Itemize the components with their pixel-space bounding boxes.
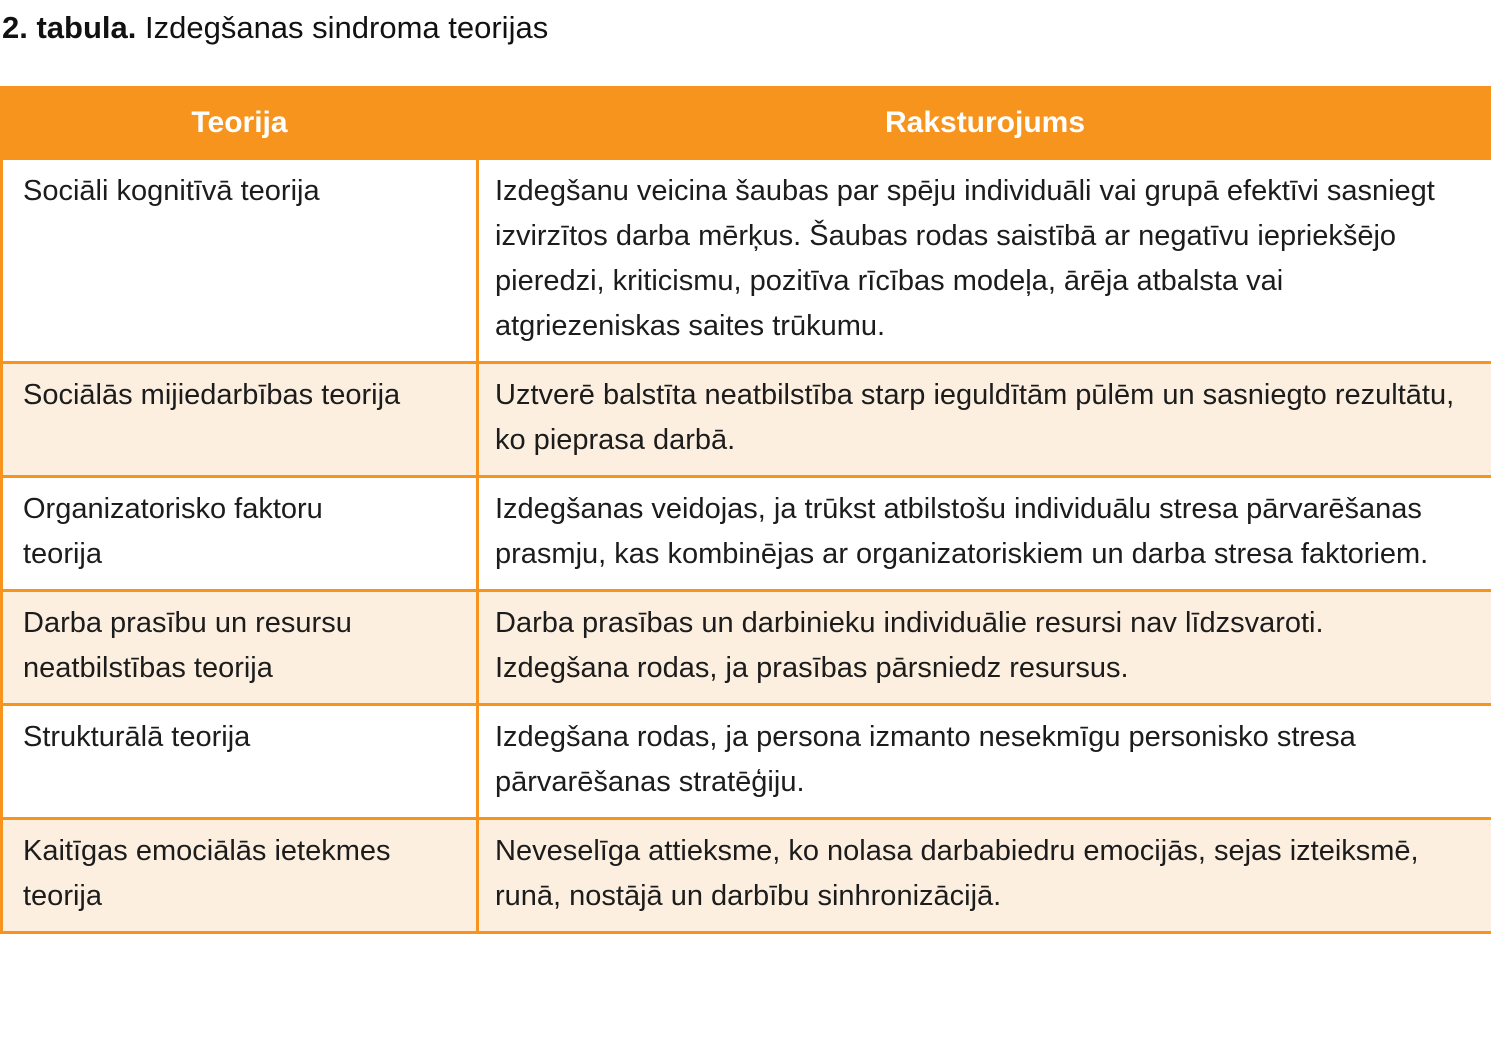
table-row <box>2 159 1491 363</box>
table-row <box>2 363 1491 477</box>
description-cell: Darba prasības un darbinieku individuālie resursi nav līdzsvaroti. Izdegšana rodas, ja prasības pārsniedz resursus. <box>478 591 1491 705</box>
theory-cell: Darba prasību un resursu neatbilstības teorija <box>2 591 478 705</box>
column-header-description: Raksturojums <box>478 88 1491 159</box>
table-row <box>2 591 1491 705</box>
column-header-theory: Teorija <box>2 88 478 159</box>
theory-cell: Sociālās mijiedarbības teorija <box>2 363 478 477</box>
table-header <box>2 88 1491 159</box>
description-cell: Izdegšanu veicina šaubas par spēju individuāli vai grupā efektīvi sasniegt izvirzītos darba mērķus. Šaubas rodas saistībā ar negatīvu iepriekšējo pieredzi, kriticismu, pozitīva rīcības modeļa, ārēja atbalsta vai atgriezeniskas saites trūkumu. <box>478 159 1491 363</box>
table-header-row <box>2 88 1491 159</box>
table-row <box>2 477 1491 591</box>
theory-cell: Organizatorisko faktoru teorija <box>2 477 478 591</box>
table-caption-title: Izdegšanas sindroma teorijas <box>136 10 549 45</box>
table-body <box>2 159 1491 933</box>
burnout-theories-table <box>0 86 1491 934</box>
theory-cell: Strukturālā teorija <box>2 705 478 819</box>
table-caption <box>0 0 1491 48</box>
table-row <box>2 705 1491 819</box>
description-cell: Izdegšana rodas, ja persona izmanto nesekmīgu personisko stresa pārvarēšanas stratēģiju. <box>478 705 1491 819</box>
table-row <box>2 819 1491 933</box>
description-cell: Uztverē balstīta neatbilstība starp ieguldītām pūlēm un sasniegto rezultātu, ko pieprasa darbā. <box>478 363 1491 477</box>
theory-cell: Kaitīgas emociālās ietekmes teorija <box>2 819 478 933</box>
table-caption-number: 2. tabula. <box>2 10 137 45</box>
description-cell: Neveselīga attieksme, ko nolasa darbabiedru emocijās, sejas izteiksmē, runā, nostājā un darbību sinhronizācijā. <box>478 819 1491 933</box>
theory-cell: Sociāli kognitīvā teorija <box>2 159 478 363</box>
description-cell: Izdegšanas veidojas, ja trūkst atbilstošu individuālu stresa pārvarēšanas prasmju, kas kombinējas ar organizatoriskiem un darba stresa faktoriem. <box>478 477 1491 591</box>
